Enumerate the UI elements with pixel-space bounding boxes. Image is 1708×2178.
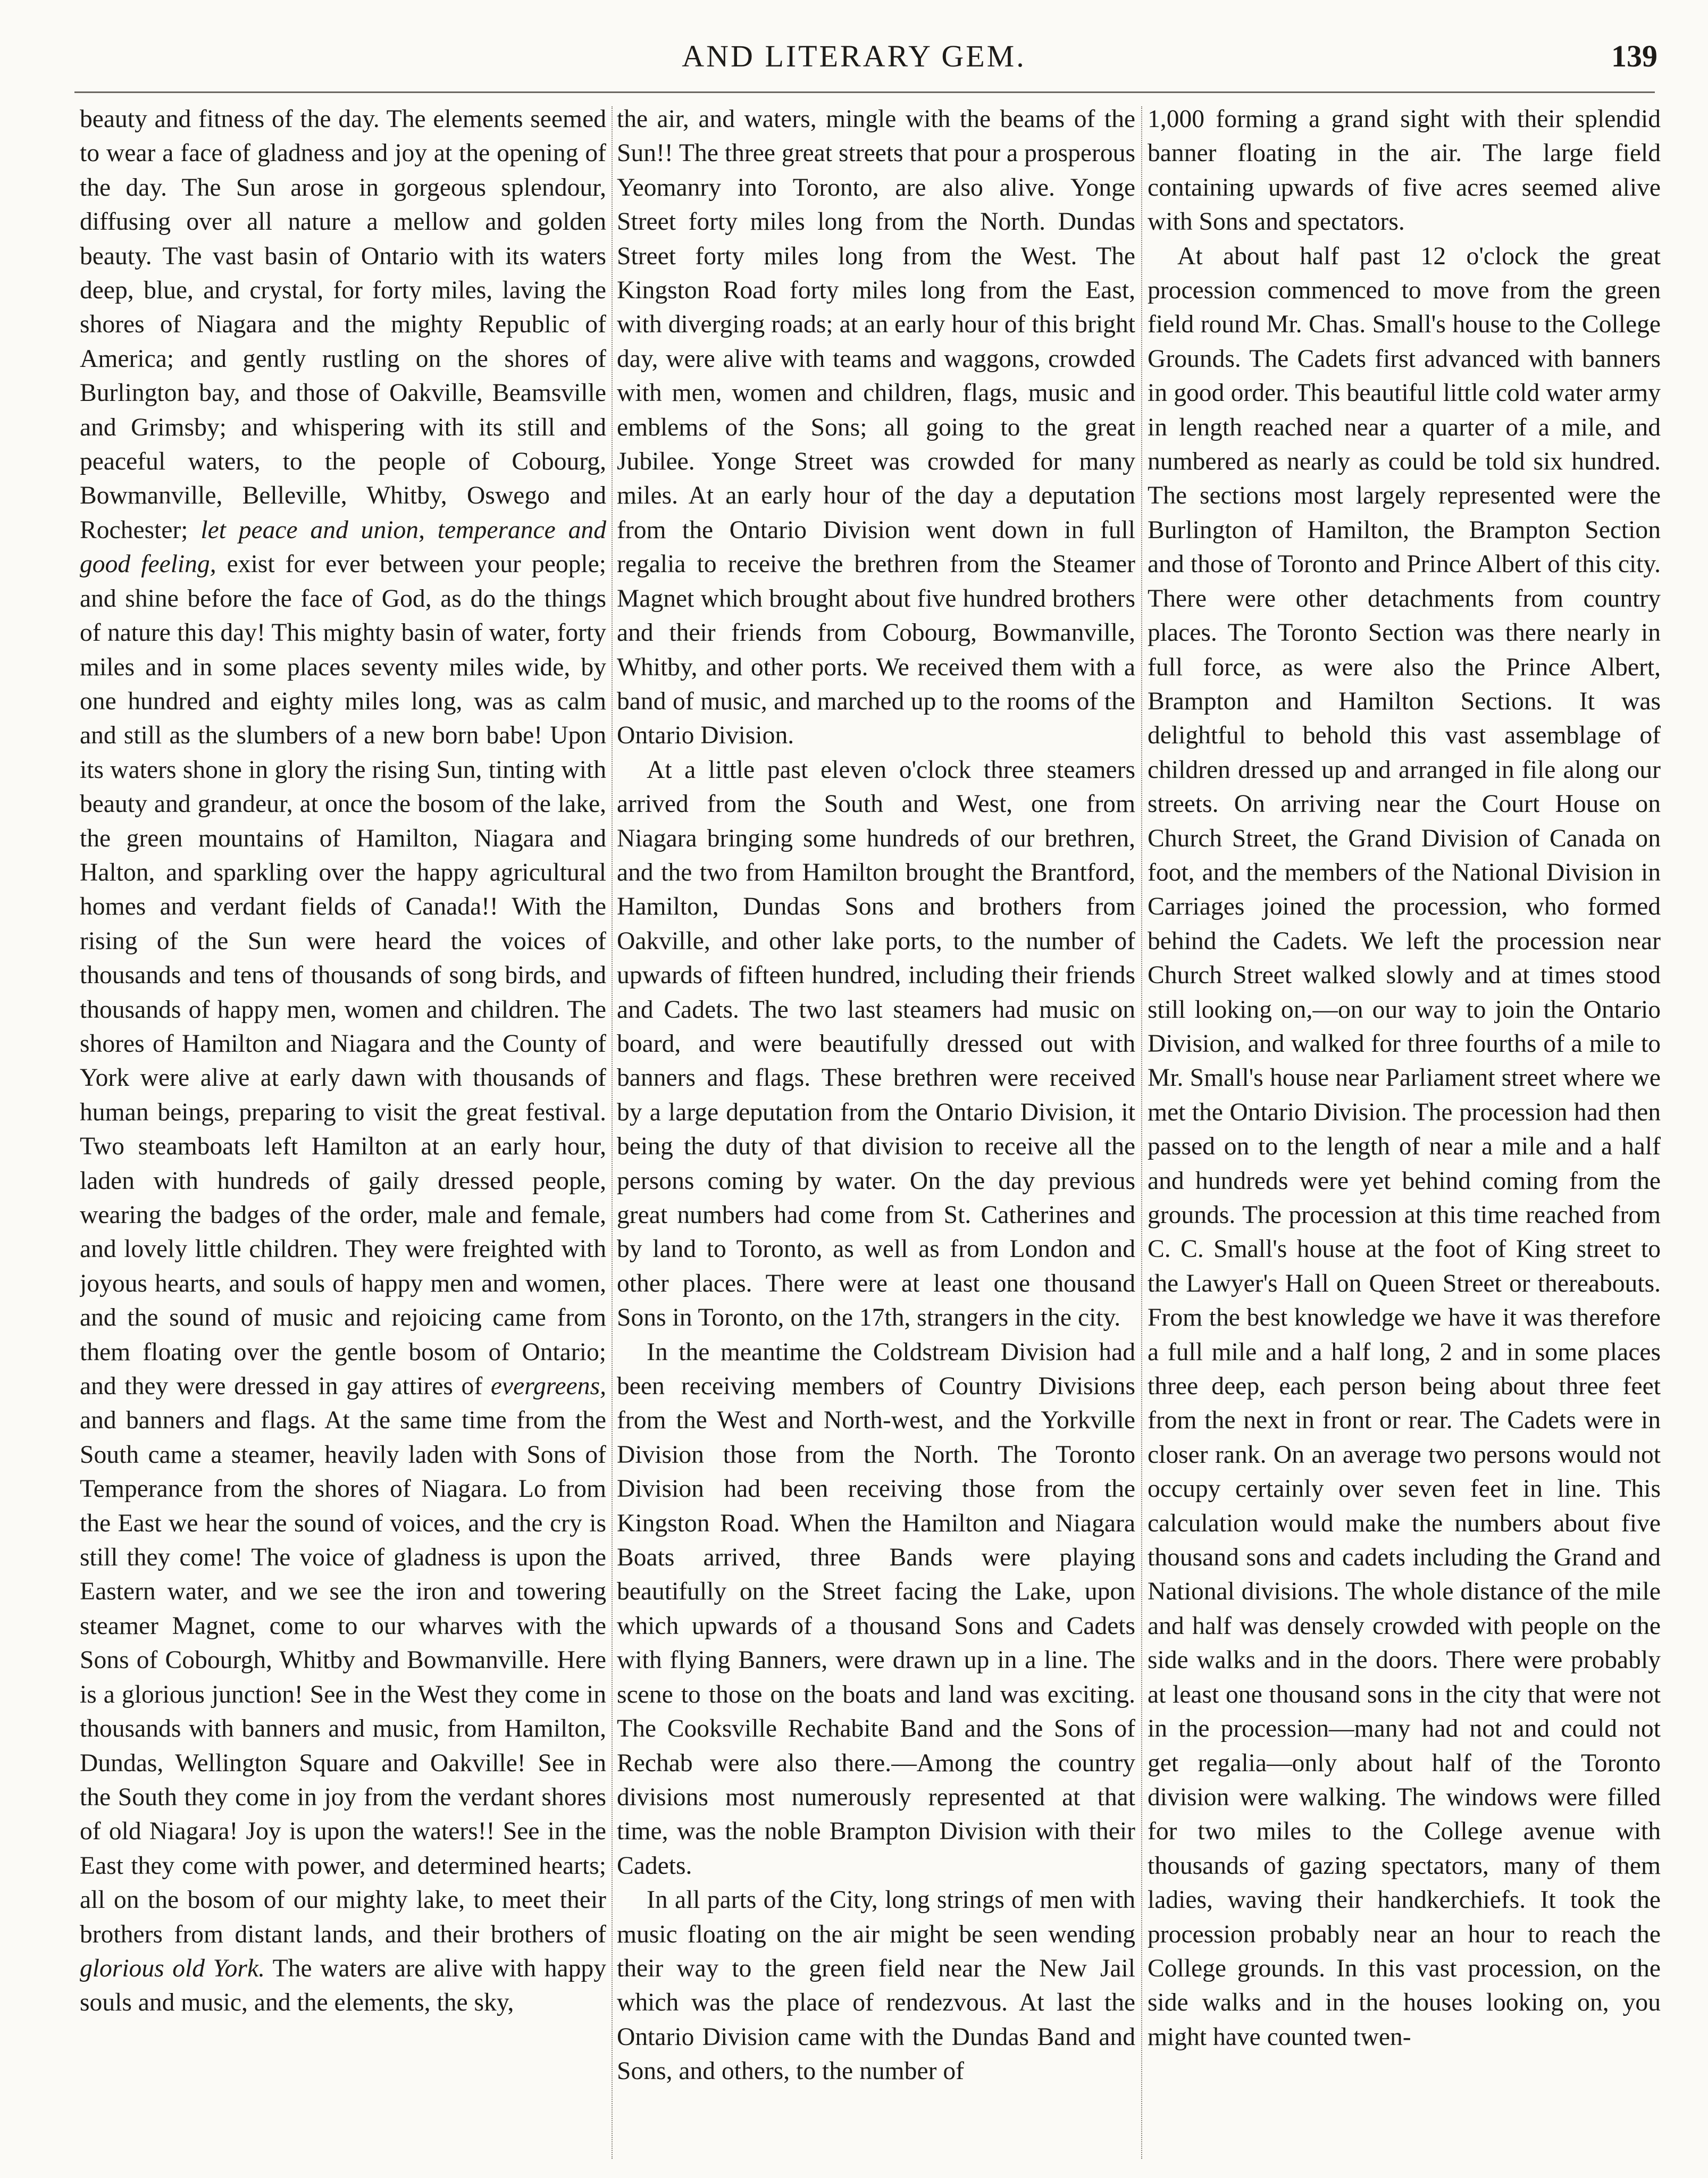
article-paragraph <box>617 753 1135 1335</box>
italic-text: evergreens, <box>490 1372 606 1401</box>
italic-text: glorious old York. <box>80 1954 265 1982</box>
text-column-2 <box>617 102 1135 2155</box>
article-paragraph <box>617 102 1135 753</box>
article-paragraph <box>1148 102 1661 239</box>
article-paragraph <box>617 1335 1135 1883</box>
text-run: In the meantime the Coldstream Division had been receiving members of Country Divisions from the West and North-west, and the Yorkville Division those from the North. The Toronto Division had been receiving those from the Kingston Road. When the Hamilton and Niagara Boats arrived, three Bands were playing beautifully on the Street facing the Lake, upon which upwards of a thousand Sons and Cadets with flying Banners, were drawn up in a line. The scene to those on the boats and land was exciting. The Cooksville Rechabite Band and the Sons of Rechab were also there.—Among the country divisions most numerously represented at that time, was the noble Brampton Division with their Cadets. <box>617 1338 1135 1880</box>
text-run: In all parts of the City, long strings of men with music floating on the air might be seen wending their way to the green field near the New Jail which was the place of rendezvous. At last the Ontario Division came with the Dundas Band and Sons, and others, to the number of <box>617 1886 1135 2085</box>
text-column-1 <box>80 102 606 2155</box>
article-paragraph <box>617 1883 1135 2088</box>
header-rule <box>74 91 1655 93</box>
article-paragraph <box>80 102 606 2020</box>
column-divider <box>1141 106 1142 2159</box>
text-run: and banners and flags. At the same time from the South came a steamer, heavily laden with Sons of Temperance from the shores of Niagara. Lo from the East we hear the sound of voices, and the cry is still they come! The voice of gladness is upon the Eastern water, and we see the iron and towering steamer Magnet, come to our wharves with the Sons of Cobourgh, Whitby and Bowmanville. Here is a glorious junction! See in the West they come in thousands with banners and music, from Hamilton, Dundas, Wellington Square and Oakville! See in the South they come in joy from the verdant shores of old Niagara! Joy is upon the waters!! See in the East they come with power, and determined hearts; all on the bosom of our mighty lake, to meet their brothers from distant lands, and their brothers of <box>80 1406 606 1948</box>
text-run: exist for ever between your people; and shine before the face of God, as do the things of nature this day! This mighty basin of water, forty miles and in some places seventy miles wide, by one hundred and eighty miles long, was as calm and still as the slumbers of a new born babe! Upon its waters shone in glory the rising Sun, tinting with beauty and grandeur, at once the bosom of the lake, the green mountains of Hamilton, Niagara and Halton, and sparkling over the happy agricultural homes and verdant fields of Canada!! With the rising of the Sun were heard the voices of thousands and tens of thousands of song birds, and thousands of happy men, women and children. The shores of Hamilton and Niagara and the County of York were alive at early dawn with thousands of human beings, preparing to visit the great festival. Two steamboats left Hamilton at an early hour, laden with hundreds of gaily dressed people, wearing the badges of the order, male and female, and lovely little children. They were freighted with joyous hearts, and souls of happy men and women, and the sound of music and rejoicing came from them floating over the gentle bosom of Ontario; and they were dressed in gay attires of <box>80 550 606 1401</box>
text-run: 1,000 forming a grand sight with their splendid banner floating in the air. The large field containing upwards of five acres seemed alive with Sons and spectators. <box>1148 105 1661 236</box>
text-run: the air, and waters, mingle with the beams of the Sun!! The three great streets that pour a prosperous Yeomanry into Toronto, are also alive. Yonge Street forty miles long from the North. Dundas Street forty miles long from the West. The Kingston Road forty miles long from the East, with diverging roads; at an early hour of this bright day, were alive with teams and waggons, crowded with men, women and children, flags, music and emblems of the Sons; all going to the great Jubilee. Yonge Street was crowded for many miles. At an early hour of the day a deputation from the Ontario Division went down in full regalia to receive the brethren from the Steamer Magnet which brought about five hundred brothers and their friends from Cobourg, Bowmanville, Whitby, and other ports. We received them with a band of music, and marched up to the rooms of the Ontario Division. <box>617 105 1135 750</box>
text-run: At about half past 12 o'clock the great procession commenced to move from the green field round Mr. Chas. Small's house to the College Grounds. The Cadets first advanced with banners in good order. This beautiful little cold water army in length reached near a quarter of a mile, and numbered as nearly as could be told six hundred. The sections most largely represented were the Burlington of Hamilton, the Brampton Section and those of Toronto and Prince Albert of this city. There were other detachments from country places. The Toronto Section was there nearly in full force, as were also the Prince Albert, Brampton and Hamilton Sections. It was delightful to behold this vast assemblage of children dressed up and arranged in file along our streets. On arriving near the Court House on Church Street, the Grand Division of Canada on foot, and the members of the National Division in Carriages joined the procession, who formed behind the Cadets. We left the procession near Church Street walked slowly and at times stood still looking on,—on our way to join the Ontario Division, and walked for three fourths of a mile to Mr. Small's house near Parliament street where we met the Ontario Division. The procession had then passed on to the length of near a mile and a half and hundreds were yet behind coming from the grounds. The procession at this time reached from C. C. Small's house at the foot of King street to the Lawyer's Hall on Queen Street or thereabouts. From the best knowledge we have it was therefore a full mile and a half long, 2 and in some places three deep, each person being about three feet from the next in front or rear. The Cadets were in closer rank. On an average two persons would not occupy certainly over seven feet in line. This calculation would make the numbers about five thousand sons and cadets including the Grand and National divisions. The whole distance of the mile and half was densely crowded with people on the side walks and in the doors. There were probably at least one thousand sons in the city that were not in the procession—many had not and could not get regalia—only about half of the Toronto division were walking. The windows were filled for two miles to the College avenue with thousands of gazing spectators, many of them ladies, waving their handkerchiefs. It took the procession probably near an hour to reach the College grounds. In this vast procession, on the side walks and in the houses looking on, you might have counted twen- <box>1148 242 1661 2051</box>
article-paragraph <box>1148 239 1661 2055</box>
page-number: 139 <box>1611 39 1657 73</box>
text-run: The waters are alive with happy souls and music, and the elements, the sky, <box>80 1954 606 2017</box>
page-header <box>0 38 1708 97</box>
text-run: beauty and fitness of the day. The elements seemed to wear a face of gladness and joy at the opening of the day. The Sun arose in gorgeous splendour, diffusing over all nature a mellow and golden beauty. The vast basin of Ontario with its waters deep, blue, and crystal, for forty miles, laving the shores of Niagara and the mighty Republic of America; and gently rustling on the shores of Burlington bay, and those of Oakville, Beamsville and Grimsby; and whispering with its still and peaceful waters, to the people of Cobourg, Bowmanville, Belleville, Whitby, Oswego and Rochester; <box>80 105 606 544</box>
text-run: At a little past eleven o'clock three steamers arrived from the South and West, one from Niagara bringing some hundreds of our brethren, and the two from Hamilton brought the Brantford, Hamilton, Dundas Sons and brothers from Oakville, and other lake ports, to the number of upwards of fifteen hundred, including their friends and Cadets. The two last steamers had music on board, and were beautifully dressed out with banners and flags. These brethren were received by a large deputation from the Ontario Division, it being the duty of that division to receive all the persons coming by water. On the day previous great numbers had come from St. Catherines and by land to Toronto, as well as from London and other places. There were at least one thousand Sons in Toronto, on the 17th, strangers in the city. <box>617 756 1135 1332</box>
italic-text: let peace and union, temperance and good feeling, <box>80 516 606 579</box>
text-column-3 <box>1148 102 1661 2155</box>
running-title: AND LITERARY GEM. <box>682 39 1026 73</box>
column-divider <box>612 106 613 2159</box>
